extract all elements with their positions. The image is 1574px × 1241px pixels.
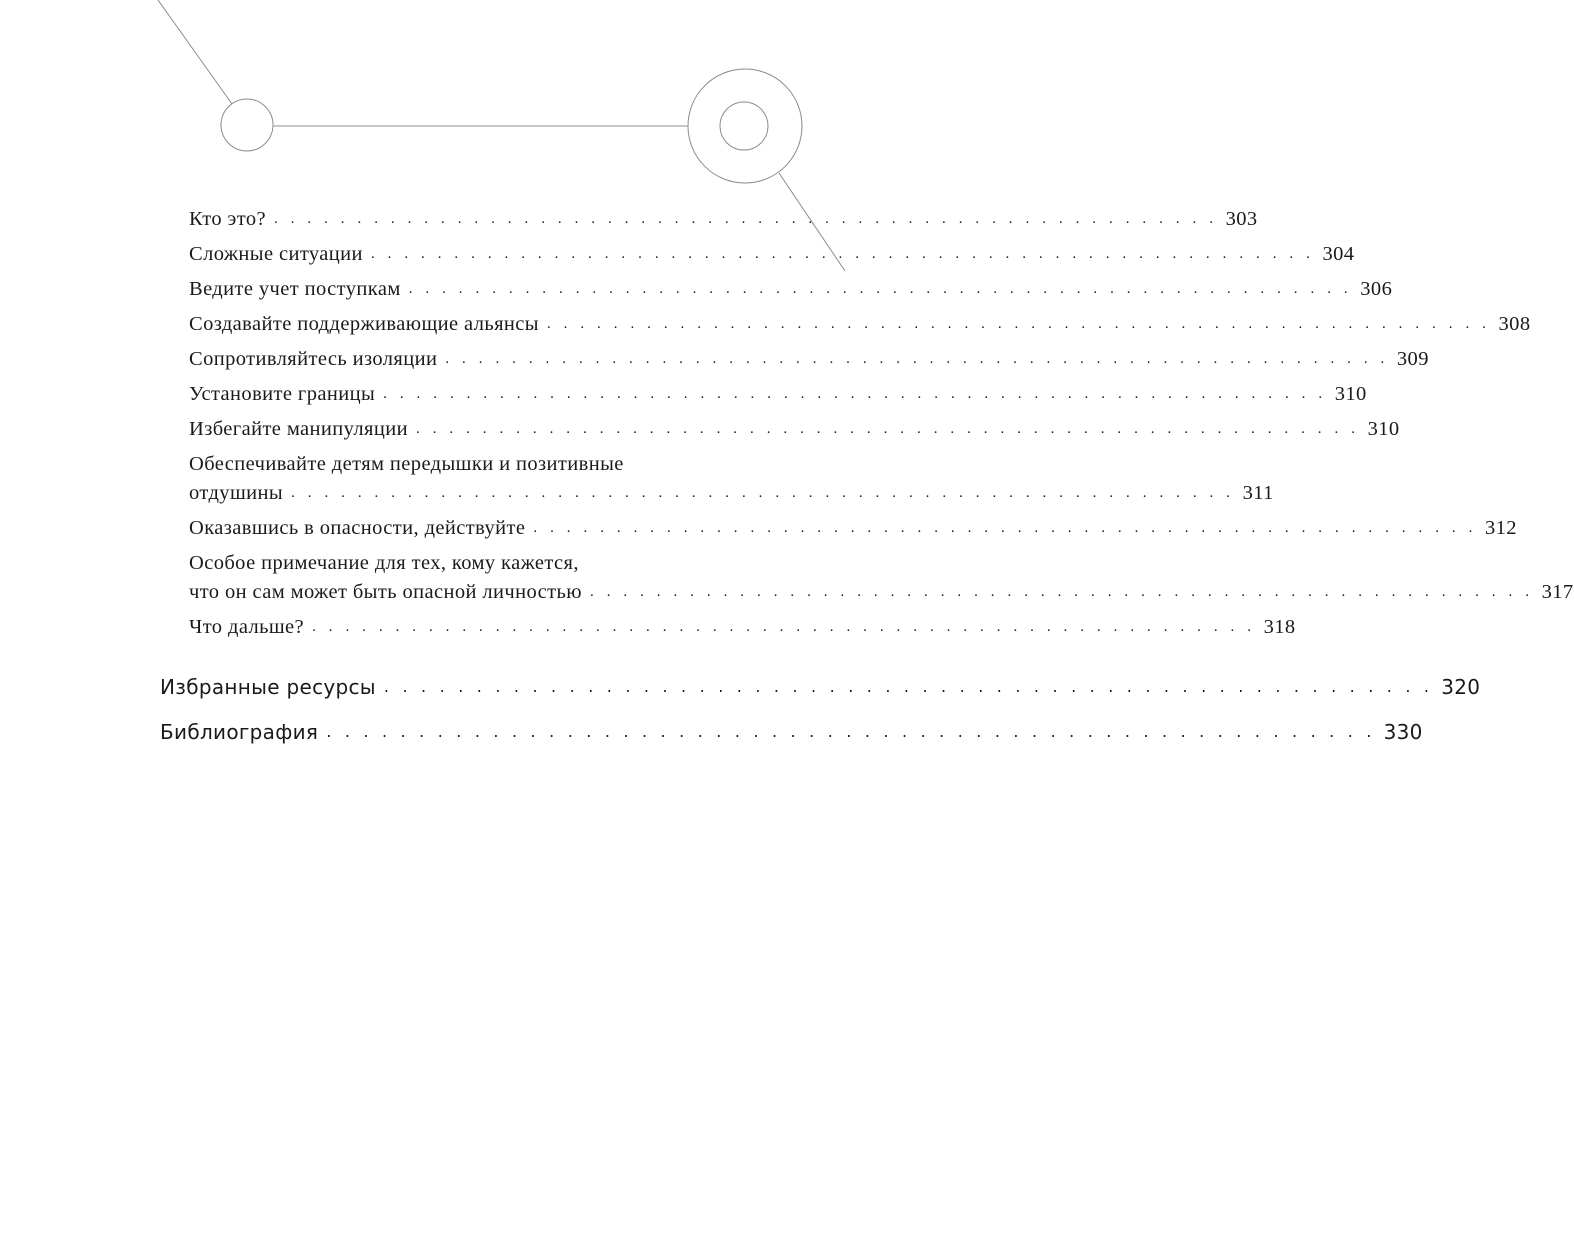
toc-entry-title: Создавайте поддерживающие альянсы xyxy=(189,313,539,335)
toc-entry-page: 306 xyxy=(1360,278,1393,300)
toc-entry-title: Что дальше? xyxy=(189,616,305,638)
toc-entry-title: Установите границы xyxy=(189,383,376,405)
toc-entry-page: 310 xyxy=(1367,418,1400,440)
toc-entry-page: 318 xyxy=(1263,616,1296,638)
toc-entry-page: 310 xyxy=(1334,383,1367,405)
toc-entry[interactable] xyxy=(189,418,1400,441)
decor-circle-large-outer xyxy=(688,69,802,183)
dot-leader: . . . . . . . . . . . . . . . . . . . . . . . . . . . . . . . . . . . . . . . . . . . . . . . . . . . . . . . . . xyxy=(416,421,1360,437)
toc-section[interactable] xyxy=(160,720,1423,744)
dot-leader: . . . . . . . . . . . . . . . . . . . . . . . . . . . . . . . . . . . . . . . . . . . . . . . . . . . . . . . . . xyxy=(546,316,1491,332)
toc-entry-page: 309 xyxy=(1396,348,1429,370)
toc-entry[interactable] xyxy=(189,482,1274,505)
dot-leader: . . . . . . . . . . . . . . . . . . . . . . . . . . . . . . . . . . . . . . . . . . . . . . . . . . . . . . . . . xyxy=(370,246,1315,262)
toc-entry-title: что он сам может быть опасной личностью xyxy=(189,581,582,603)
dot-leader: . . . . . . . . . . . . . . . . . . . . . . . . . . . . . . . . . . . . . . . . . . . . . . . . . . . . . . . . . xyxy=(533,520,1477,536)
toc-entry[interactable] xyxy=(189,581,1574,604)
toc-section-page: 330 xyxy=(1383,720,1423,744)
toc-entry-page: 317 xyxy=(1541,581,1574,603)
toc-entry-page: 304 xyxy=(1322,243,1355,265)
toc-entry-page: 303 xyxy=(1225,208,1258,230)
toc-section-title: Избранные ресурсы xyxy=(160,675,376,699)
toc-entry-title-line1: Особое примечание для тех, кому кажется, xyxy=(189,552,579,574)
toc-entry[interactable] xyxy=(189,208,1258,231)
toc-entry[interactable] xyxy=(189,313,1531,336)
dot-leader: . . . . . . . . . . . . . . . . . . . . . . . . . . . . . . . . . . . . . . . . . . . . . . . . . . . . . . . . . xyxy=(383,677,1434,696)
dot-leader: . . . . . . . . . . . . . . . . . . . . . . . . . . . . . . . . . . . . . . . . . . . . . . . . . . . . . . . . . xyxy=(590,584,1534,600)
toc-entry-page: 308 xyxy=(1498,313,1531,335)
dot-leader: . . . . . . . . . . . . . . . . . . . . . . . . . . . . . . . . . . . . . . . . . . . . . . . . . . . . . . . . . xyxy=(408,281,1353,297)
dot-leader: . . . . . . . . . . . . . . . . . . . . . . . . . . . . . . . . . . . . . . . . . . . . . . . . . . . . . . . . . xyxy=(383,386,1327,402)
decor-circle-large-inner xyxy=(720,102,768,150)
toc-entry[interactable] xyxy=(189,616,1296,639)
toc-entry[interactable] xyxy=(189,383,1367,406)
toc-entry-title: Оказавшись в опасности, действуйте xyxy=(189,517,526,539)
toc-entry-title: Сопротивляйтесь изоляции xyxy=(189,348,438,370)
toc-entry-title: Кто это? xyxy=(189,208,266,230)
dot-leader: . . . . . . . . . . . . . . . . . . . . . . . . . . . . . . . . . . . . . . . . . . . . . . . . . . . . . . . . . xyxy=(312,619,1256,635)
toc-section-page: 320 xyxy=(1441,675,1481,699)
toc-entry-title: отдушины xyxy=(189,482,284,504)
toc-entry-title: Ведите учет поступкам xyxy=(189,278,401,300)
toc-entry-title: Избегайте манипуляции xyxy=(189,418,408,440)
toc-entry[interactable] xyxy=(189,278,1393,301)
toc-entry-title-line1: Обеспечивайте детям передышки и позитивные xyxy=(189,453,624,475)
dot-leader: . . . . . . . . . . . . . . . . . . . . . . . . . . . . . . . . . . . . . . . . . . . . . . . . . . . . . . . . . xyxy=(326,722,1376,741)
toc-entry[interactable] xyxy=(189,517,1517,540)
toc-entry-title: Сложные ситуации xyxy=(189,243,363,265)
dot-leader: . . . . . . . . . . . . . . . . . . . . . . . . . . . . . . . . . . . . . . . . . . . . . . . . . . . . . . . . . xyxy=(291,485,1235,501)
toc-section[interactable] xyxy=(160,675,1481,699)
decor-circle-small xyxy=(221,99,273,151)
toc-entry[interactable] xyxy=(189,348,1429,371)
toc-entry-page: 312 xyxy=(1484,517,1517,539)
dot-leader: . . . . . . . . . . . . . . . . . . . . . . . . . . . . . . . . . . . . . . . . . . . . . . . . . . . . . . . . . xyxy=(274,211,1218,227)
toc-entry[interactable] xyxy=(189,243,1355,266)
toc-entry-page: 311 xyxy=(1242,482,1274,504)
toc-section-title: Библиография xyxy=(160,720,319,744)
decor-line-diagonal-top xyxy=(158,0,232,104)
dot-leader: . . . . . . . . . . . . . . . . . . . . . . . . . . . . . . . . . . . . . . . . . . . . . . . . . . . . . . . . . xyxy=(445,351,1389,367)
